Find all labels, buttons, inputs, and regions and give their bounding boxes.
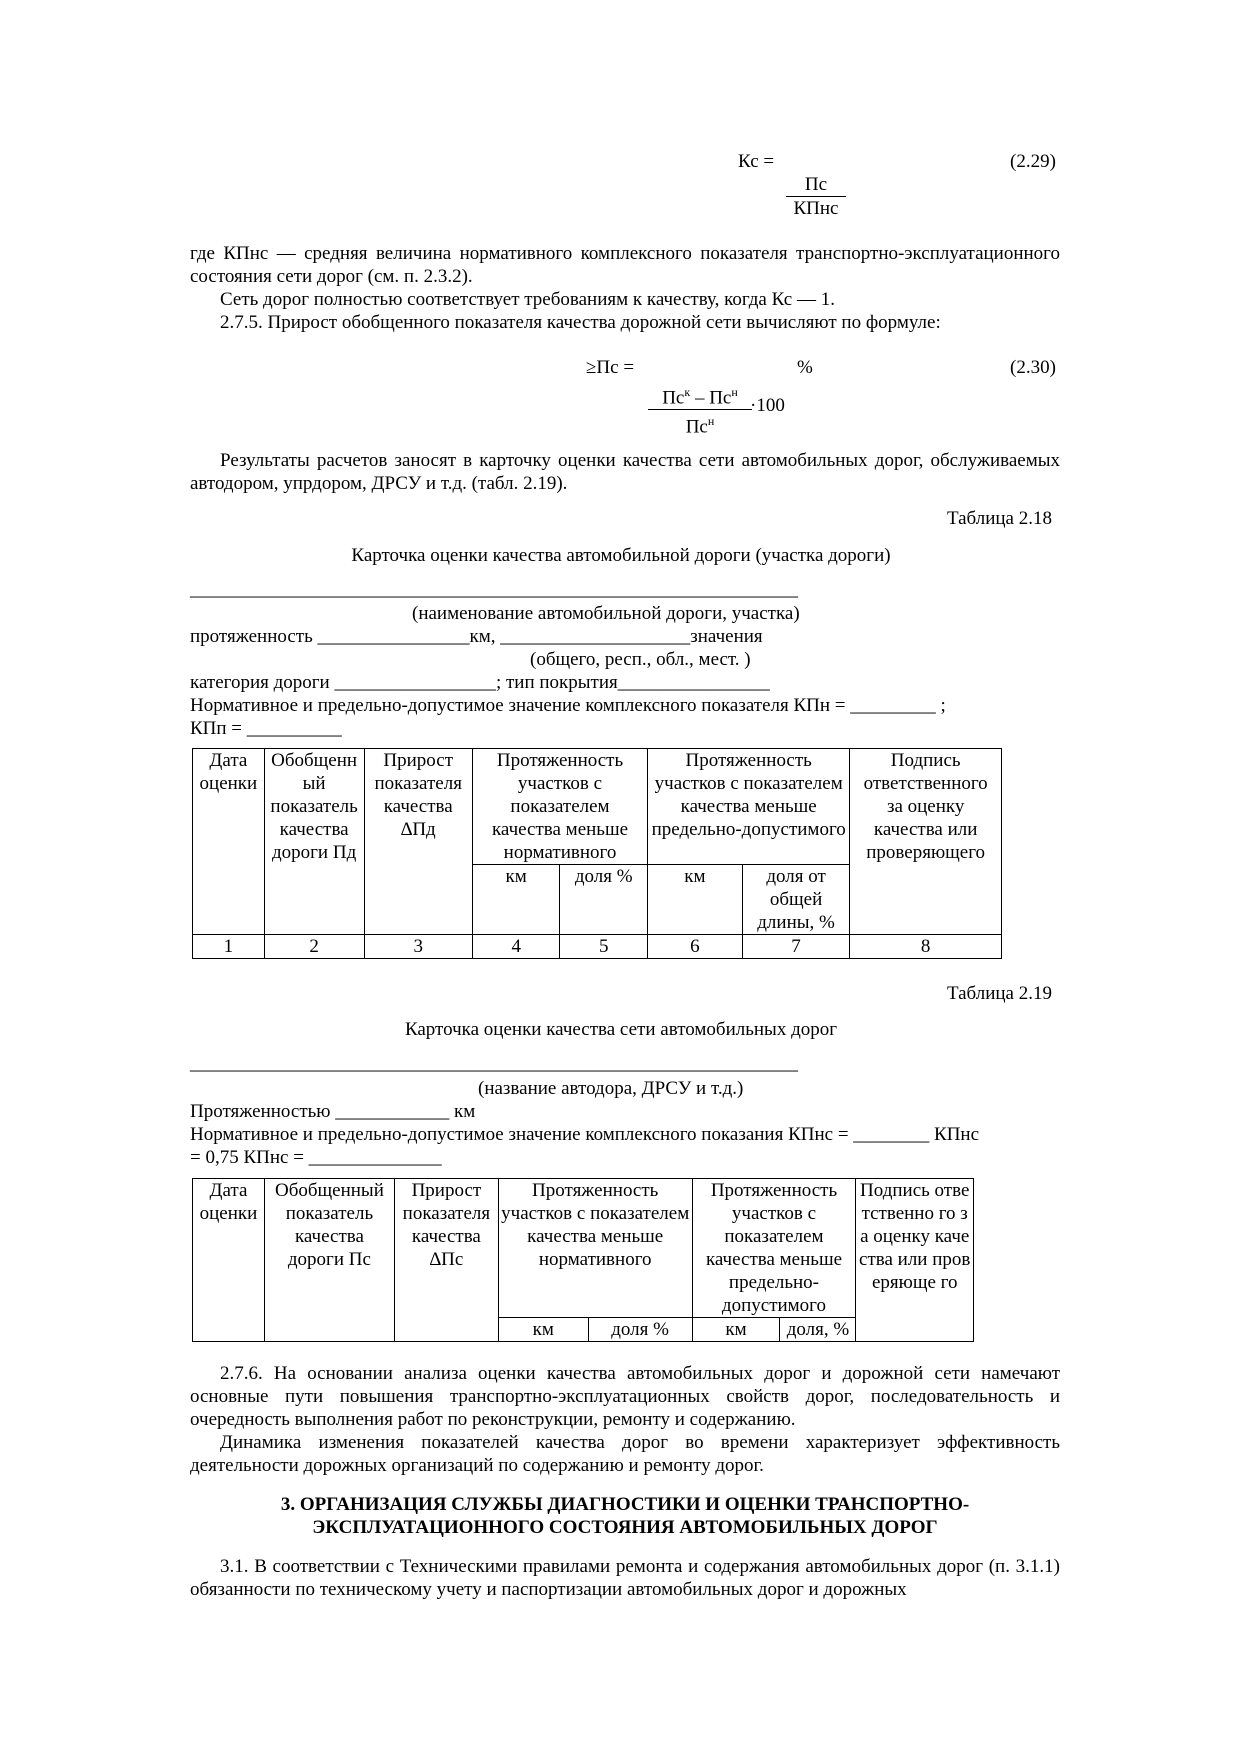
formula-2-30-multiplier: ·100 [750,395,785,416]
formula-2-30-fraction [648,381,752,439]
formula-2-30-denominator [648,409,752,438]
table-2-18-category-line: категория дороги _________________; тип покрытия________________ [190,672,770,693]
para-where: где КПнс — средняя величина нормативного комплексного показателя транспортно-эксплуатационного состояния сети дорог (см. п. 2.3.2). [190,243,1060,287]
header-general-indicator: Обобщенный показатель качества дороги Пс [264,1179,394,1342]
section-3-heading [190,1493,1060,1539]
header-signature: Подпись ответственно го за оценку качества или проверяюще го [856,1179,974,1342]
formula-2-30-numerator [648,381,752,409]
table-2-18 [192,748,1002,959]
column-number: 3 [364,935,472,959]
minus-sign: – [690,387,710,409]
table-2-19-length-line: Протяженностью ____________ км [190,1101,476,1122]
formula-2-29-number: (2.29) [1010,151,1056,172]
para-dynamics: Динамика изменения показателей качества дорог во времени характеризует эффективность деятельности дорожных организаций по содержанию и ремонту дорог. [190,1432,1060,1476]
header-increment: Прирост показателя качества ∆Пс [394,1179,498,1342]
para-2-7-5: 2.7.5. Прирост обобщенного показателя качества дорожной сети вычисляют по формуле: [220,312,941,333]
column-number: 5 [560,935,648,959]
header-date: Дата оценки [193,749,265,935]
section-3-heading-line2: ЭКСПЛУАТАЦИОННОГО СОСТОЯНИЯ АВТОМОБИЛЬНЫХ ДОРОГ [312,1517,938,1538]
subheader-km-1: км [498,1318,588,1342]
header-signature: Подпись ответственного за оценку качества или проверяющего [850,749,1002,935]
header-gen-part: ый [302,773,326,794]
column-number: 4 [472,935,560,959]
formula-2-30-number: (2.30) [1010,357,1056,378]
table-2-18-title: Карточка оценки качества автомобильной дороги (участка дороги) [351,545,891,566]
para-network: Сеть дорог полностью соответствует требованиям к качеству, когда Кс — 1. [220,289,835,310]
para-2-7-6: 2.7.6. На основании анализа оценки качества автомобильных дорог и дорожной сети намечают основные пути повышения транспортно-эксплуатационных свойств дорог, последовательность и очередность выполнения работ по реконструкции, ремонту и содержанию. [190,1363,1060,1430]
table-row [193,935,1002,959]
header-length-below-norm: Протяженность участков с показателем качества меньше нормативного [498,1179,692,1318]
subheader-km-2: км [692,1318,780,1342]
subheader-share-2: доля от общей длины, % [742,865,850,935]
header-general-indicator [264,749,364,935]
header-length-below-norm: Протяженность участков с показателем качества меньше нормативного [472,749,647,865]
column-number: 6 [648,935,743,959]
table-row [193,749,1002,865]
formula-2-29-numerator: Пс [804,174,828,195]
subheader-share-2: доля, % [780,1318,856,1342]
header-increment: Прирост показателя качества ∆Пд [364,749,472,935]
header-gen-part: показатель [270,796,358,817]
column-number: 8 [850,935,1002,959]
column-number: 1 [193,935,265,959]
subheader-share-1: доля % [588,1318,692,1342]
header-date: Дата оценки [193,1179,265,1342]
numerator-ps-k: Пс [662,387,685,409]
table-2-18-name-caption: (наименование автомобильной дороги, участка) [412,603,800,624]
table-2-18-length-line: протяженность ________________км, ____________________значения [190,626,763,647]
header-gen-part: дороги Пд [271,842,357,863]
formula-2-30-lhs: ≥Пс = [586,357,635,378]
header-gen-part: Обобщенн [271,750,358,771]
header-length-below-limit: Протяженность участков с показателем качества меньше предельно-допустимого [692,1179,856,1318]
numerator-ps-n: Пс [709,387,732,409]
column-number: 7 [742,935,850,959]
table-2-18-norm-line1: Нормативное и предельно-допустимое значение комплексного показателя КПн = _________ ; [190,695,946,716]
table-2-18-label: Таблица 2.18 [946,508,1052,529]
denominator-ps: Пс [685,416,708,438]
para-3-1: 3.1. В соответствии с Техническими правилами ремонта и содержания автомобильных дорог (п. 3.1.1) обязанности по техническому учету и паспортизации автомобильных дорог и дорожных [190,1556,1060,1600]
den-sup-n: н [707,414,715,429]
header-length-below-limit: Протяженность участков с показателем качества меньше предельно-допустимого [648,749,850,865]
formula-2-29-lhs: Кс = [738,151,775,172]
table-2-19-norm-line2: = 0,75 КПнс = ______________ [190,1147,442,1168]
formula-2-29-fraction [786,173,846,220]
subheader-km-1: км [472,865,560,935]
table-2-18-norm-line2: КПп = __________ [190,718,342,739]
table-2-19-name-caption: (название автодора, ДРСУ и т.д.) [478,1078,744,1099]
table-2-19 [192,1178,974,1342]
sup-k: к [684,385,691,399]
header-gen-part: качества [279,819,349,840]
column-number: 2 [264,935,364,959]
table-2-18-underline: ________________________________________________________________ [190,579,798,600]
para-results: Результаты расчетов заносят в карточку оценки качества сети автомобильных дорог, обслуживаемых автодором, упрдором, ДРСУ и т.д. (табл. 2.19). [190,450,1060,494]
table-2-19-label: Таблица 2.19 [946,983,1052,1004]
subheader-km-2: км [648,865,743,935]
table-2-18-length-caption: (общего, респ., обл., мест. ) [530,649,751,670]
section-3-heading-line1: 3. ОРГАНИЗАЦИЯ СЛУЖБЫ ДИАГНОСТИКИ И ОЦЕНКИ ТРАНСПОРТНО- [280,1494,970,1515]
table-2-19-underline: ________________________________________________________________ [190,1053,798,1074]
sup-n: н [731,385,738,399]
table-2-19-norm-line1: Нормативное и предельно-допустимое значение комплексного показания КПнс = ________ КПнс [190,1124,980,1145]
subheader-share-1: доля % [560,865,648,935]
table-2-19-title: Карточка оценки качества сети автомобильных дорог [404,1019,838,1040]
table-row [193,1179,974,1318]
formula-2-30-percent: % [797,357,813,378]
formula-2-29-denominator: КПнс [786,196,846,220]
